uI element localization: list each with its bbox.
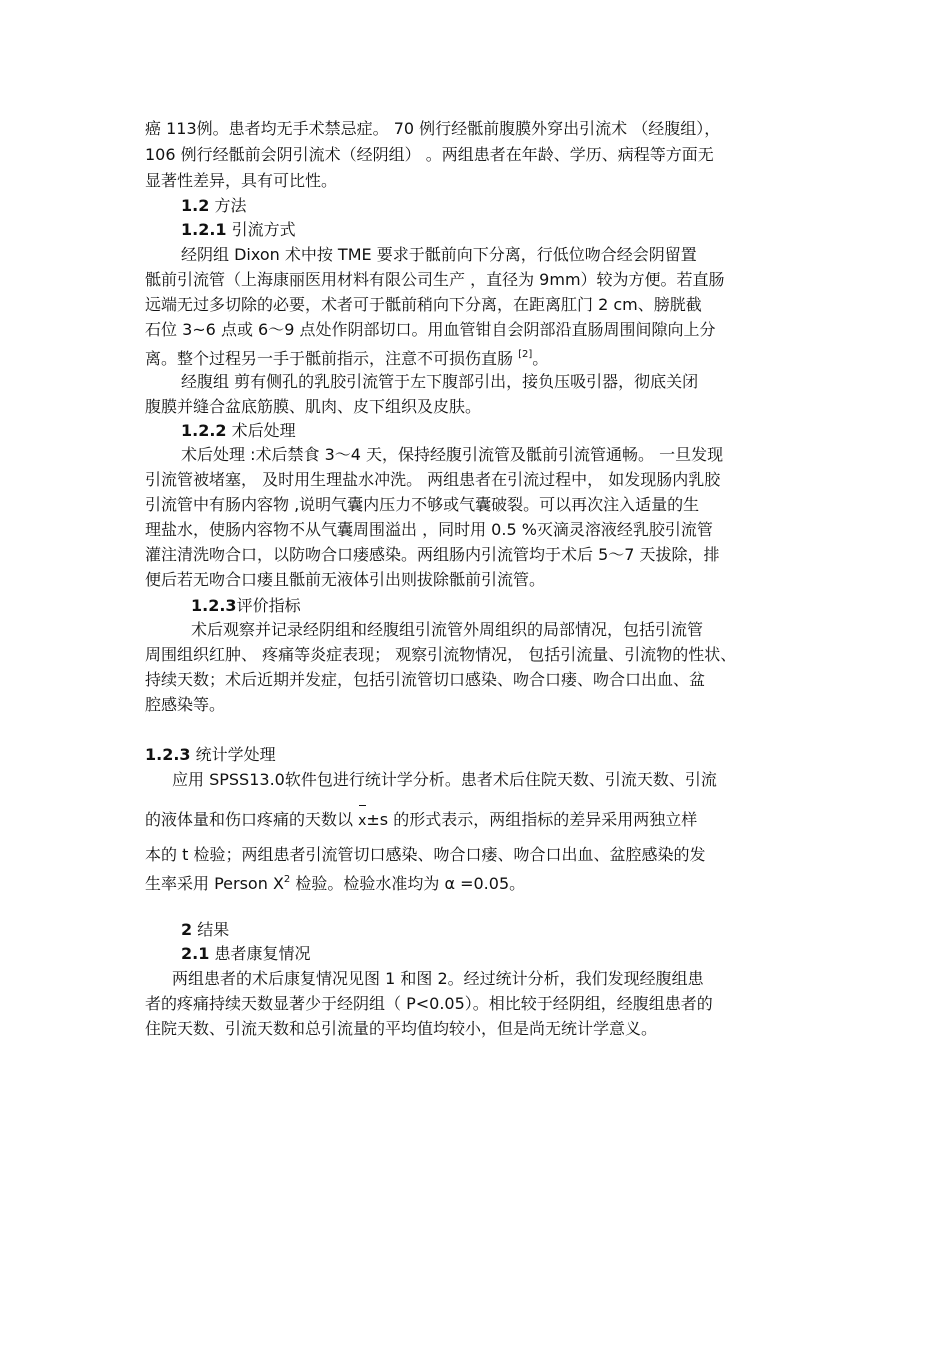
postop-line-1: 术后处理 :术后禁食 3～4 天，保持经腹引流管及骶前引流管通畅。 一旦发现 <box>181 445 724 464</box>
statistics-text-cont: ±s 的形式表示，两组指标的差异采用两独立样 <box>366 810 698 829</box>
postop-line-6: 便后若无吻合口瘘且骶前无液体引出则拔除骶前引流管。 <box>145 570 546 589</box>
postop-line-2: 引流管被堵塞， 及时用生理盐水冲洗。 两组患者在引流过程中， 如发现肠内乳胶 <box>145 470 721 489</box>
section-title: 术后处理 <box>231 421 296 440</box>
section-heading-2-1 <box>181 944 310 964</box>
period: 。 <box>532 349 549 368</box>
evaluation-line-1: 术后观察并记录经阴组和经腹组引流管外周组织的局部情况，包括引流管 <box>191 620 704 639</box>
perineal-line-4: 石位 3~6 点或 6～9 点处作阴部切口。用血管钳自会阴部沿直肠周围间隙向上分 <box>145 320 716 339</box>
section-number: 2.1 <box>181 944 210 963</box>
statistics-line-4 <box>145 870 526 893</box>
section-number: 1.2.3 <box>191 596 237 615</box>
section-title: 引流方式 <box>231 220 296 239</box>
section-title: 方法 <box>214 196 247 215</box>
statistics-text: 生率采用 Person X <box>145 874 284 893</box>
section-heading-1-2-1 <box>181 220 296 240</box>
section-number: 1.2.1 <box>181 220 227 239</box>
postop-line-3: 引流管中有肠内容物 ,说明气囊内压力不够或气囊破裂。可以再次注入适量的生 <box>145 495 700 514</box>
reference-superscript: [2] <box>518 349 533 360</box>
section-heading-2 <box>181 920 229 940</box>
section-title: 统计学处理 <box>195 745 276 764</box>
superscript-two: 2 <box>283 874 291 885</box>
section-number: 2 <box>181 920 193 939</box>
postop-line-4: 理盐水，使肠内容物不从气囊周围溢出 ，同时用 0.5 %灭滴灵溶液经乳胶引流管 <box>145 520 713 539</box>
perineal-line-1: 经阴组 Dixon 术中按 TME 要求于骶前向下分离，行低位吻合经会阴留置 <box>181 245 697 264</box>
evaluation-line-2: 周围组织红肿、 疼痛等炎症表现； 观察引流物情况， 包括引流量、引流物的性状、 <box>145 645 737 664</box>
statistics-text: 的液体量和伤口疼痛的天数以 <box>145 810 359 829</box>
perineal-line-5 <box>145 345 549 368</box>
intro-line-2: 106 例行经骶前会阴引流术（经阴组） 。两组患者在年龄、学历、病程等方面无 <box>145 145 714 164</box>
evaluation-line-3: 持续天数；术后近期并发症，包括引流管切口感染、吻合口瘘、吻合口出血、盆 <box>145 670 706 689</box>
statistics-text-cont: 检验。检验水准均为 α =0.05。 <box>290 874 526 893</box>
section-heading-1-2-2 <box>181 421 296 441</box>
perineal-text: 离。整个过程另一手于骶前指示，注意不可损伤直肠 <box>145 349 514 368</box>
abdominal-line-1: 经腹组 剪有侧孔的乳胶引流管于左下腹部引出，接负压吸引器，彻底关闭 <box>181 372 699 391</box>
postop-line-5: 灌注清洗吻合口，以防吻合口瘘感染。两组肠内引流管均于术后 5～7 天拔除，排 <box>145 545 720 564</box>
section-title: 患者康复情况 <box>214 944 311 963</box>
perineal-line-3: 远端无过多切除的必要，术者可于骶前稍向下分离，在距离肛门 2 cm、膀胱截 <box>145 295 702 314</box>
section-title: 结果 <box>197 920 230 939</box>
section-number: 1.2 <box>181 196 210 215</box>
perineal-line-2: 骶前引流管（上海康丽医用材料有限公司生产 ，直径为 9mm）较为方便。若直肠 <box>145 270 725 289</box>
statistics-line-3: 本的 t 检验；两组患者引流管切口感染、吻合口瘘、吻合口出血、盆腔感染的发 <box>145 845 706 864</box>
section-title: 评价指标 <box>236 596 301 615</box>
results-line-1: 两组患者的术后康复情况见图 1 和图 2。经过统计分析，我们发现经腹组患 <box>172 969 704 988</box>
section-number: 1.2.2 <box>181 421 227 440</box>
statistics-line-2 <box>145 810 697 830</box>
section-heading-1-2 <box>181 196 246 216</box>
section-number: 1.2.3 <box>145 745 191 764</box>
section-heading-1-2-3-statistics <box>145 745 276 765</box>
results-line-3: 住院天数、引流天数和总引流量的平均值均较小，但是尚无统计学意义。 <box>145 1019 658 1038</box>
intro-line-3: 显著性差异，具有可比性。 <box>145 171 338 190</box>
intro-line-1: 癌 113例。患者均无手术禁忌症。 70 例行经骶前腹膜外穿出引流术 （经腹组）， <box>145 119 721 138</box>
results-line-2: 者的疼痛持续天数显著少于经阴组（ P<0.05）。相比较于经阴组，经腹组患者的 <box>145 994 713 1013</box>
section-heading-1-2-3-evaluation <box>191 596 301 616</box>
evaluation-line-4: 腔感染等。 <box>145 695 226 714</box>
x-bar-symbol: x <box>358 813 367 829</box>
statistics-line-1: 应用 SPSS13.0软件包进行统计学分析。患者术后住院天数、引流天数、引流 <box>172 770 717 789</box>
abdominal-line-2: 腹膜并缝合盆底筋膜、肌肉、皮下组织及皮肤。 <box>145 397 482 416</box>
